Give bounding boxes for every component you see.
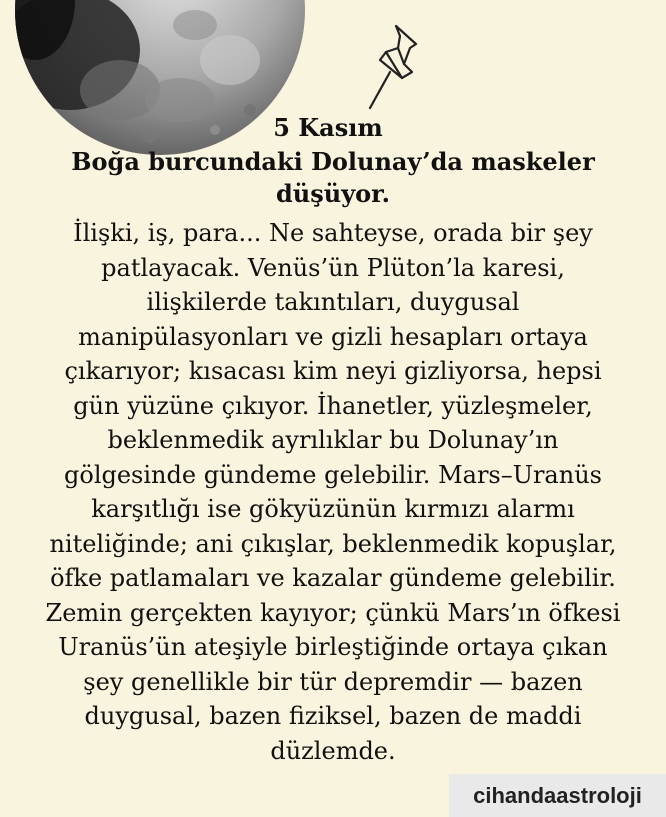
post-body bbox=[0, 216, 666, 768]
body-line: çıkarıyor; kısacası kim neyi gizliyorsa, hepsi bbox=[64, 357, 602, 385]
body-line: karşıtlığı ise gökyüzünün kırmızı alarmı bbox=[91, 495, 575, 523]
body-line: gün yüzüne çıkıyor. İhanetler, yüzleşmeler, bbox=[73, 391, 593, 420]
post-date: 5 Kasım bbox=[273, 113, 383, 142]
body-line: beklenmedik ayrılıklar bu Dolunay’ın bbox=[107, 426, 559, 454]
body-line: duygusal, bazen fiziksel, bazen de maddi bbox=[84, 702, 582, 730]
body-line: manipülasyonları ve gizli hesapları ortaya bbox=[78, 322, 588, 351]
body-line: niteliğinde; ani çıkışlar, beklenmedik kopuşlar, bbox=[49, 529, 617, 558]
push-pin-icon bbox=[358, 20, 428, 112]
body-line: Zemin gerçekten kayıyor; çünkü Mars’ın öfkesi bbox=[45, 598, 621, 627]
body-line: Uranüs’ün ateşiyle birleştiğinde ortaya çıkan bbox=[58, 633, 608, 661]
post-headline: Boğa burcundaki Dolunay’da maskeler bbox=[71, 147, 595, 176]
body-line: öfke patlamaları ve kazalar gündeme gelebilir. bbox=[50, 564, 616, 592]
body-line: şey genellikle bir tür depremdir — bazen bbox=[83, 667, 583, 696]
body-line: İlişki, iş, para... Ne sahteyse, orada bir şey bbox=[73, 219, 593, 247]
full-moon-icon bbox=[10, 0, 310, 170]
body-line: gölgesinde gündeme gelebilir. Mars–Uranüs bbox=[64, 460, 602, 489]
post-headline-continued: düşüyor. bbox=[276, 179, 390, 208]
watermark-username: cihandaastroloji bbox=[449, 774, 666, 817]
body-line: ilişkilerde takıntıları, duygusal bbox=[146, 288, 520, 316]
body-line: düzlemde. bbox=[270, 736, 396, 765]
body-line: patlayacak. Venüs’ün Plüton’la karesi, bbox=[101, 253, 565, 282]
